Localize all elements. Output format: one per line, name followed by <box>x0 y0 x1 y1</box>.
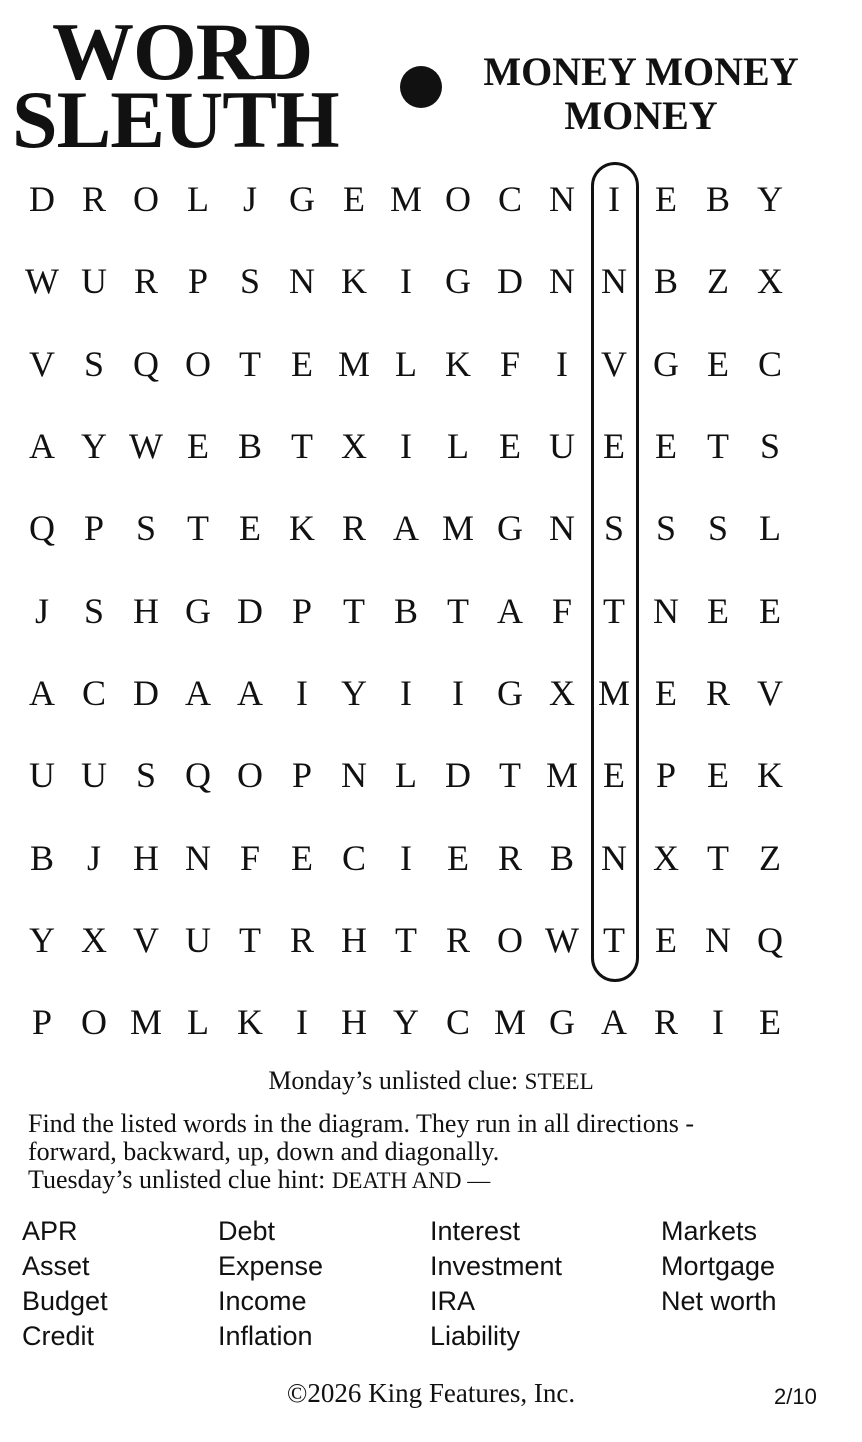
puzzle-date: 2/10 <box>774 1384 817 1409</box>
grid-letter[interactable]: H <box>133 837 159 878</box>
title-sleuth: SLEUTH <box>12 74 339 165</box>
grid-letter[interactable]: P <box>291 590 313 631</box>
grid-letter[interactable]: M <box>493 1002 526 1043</box>
grid-letter[interactable]: M <box>441 508 474 549</box>
grid-letter[interactable]: O <box>81 1002 107 1043</box>
grid-letter[interactable]: E <box>187 426 209 467</box>
grid-letter[interactable]: W <box>545 919 579 960</box>
grid-letter[interactable]: L <box>447 426 469 467</box>
list-word: Credit <box>22 1321 95 1351</box>
grid-letter[interactable]: F <box>239 837 261 878</box>
grid-letter[interactable]: B <box>237 426 262 467</box>
grid-letter[interactable]: N <box>601 261 627 302</box>
grid-letter[interactable]: A <box>497 590 523 631</box>
answer-oval <box>591 162 639 982</box>
grid-letter[interactable]: T <box>395 919 417 960</box>
grid-letter[interactable]: I <box>556 343 568 384</box>
grid-letter[interactable]: G <box>549 1002 575 1043</box>
word-column-4 <box>661 1214 777 1319</box>
grid-letter[interactable]: A <box>393 508 419 549</box>
list-word: Expense <box>218 1251 324 1281</box>
grid-letter[interactable]: E <box>655 672 677 713</box>
grid-letter[interactable]: P <box>187 261 209 302</box>
list-word: Inflation <box>218 1321 313 1351</box>
grid-letter[interactable]: O <box>237 755 263 796</box>
grid-letter[interactable]: T <box>239 343 261 384</box>
grid-letter[interactable]: G <box>653 343 679 384</box>
grid-letter[interactable]: M <box>129 1002 162 1043</box>
instructions-line-1: Find the listed words in the diagram. They run in all directions - <box>28 1109 695 1138</box>
grid-letter[interactable]: P <box>291 755 313 796</box>
grid-letter[interactable]: P <box>655 755 677 796</box>
grid-letter[interactable]: G <box>445 261 471 302</box>
grid-letter[interactable]: D <box>133 672 159 713</box>
grid-letter[interactable]: I <box>400 837 412 878</box>
grid-letter[interactable]: Y <box>81 426 107 467</box>
grid-letter[interactable]: E <box>655 179 677 220</box>
grid-letter[interactable]: E <box>707 590 729 631</box>
grid-letter[interactable]: K <box>237 1002 263 1043</box>
grid-letter[interactable]: I <box>608 179 620 220</box>
grid-letter[interactable]: L <box>187 1002 209 1043</box>
grid-letter[interactable]: R <box>289 919 314 960</box>
grid-letter[interactable]: T <box>447 590 469 631</box>
grid-letter[interactable]: V <box>757 672 783 713</box>
list-word: Interest <box>430 1216 521 1246</box>
grid-letter[interactable]: J <box>34 590 49 631</box>
grid-letter[interactable]: E <box>447 837 469 878</box>
grid-letter[interactable]: Y <box>29 919 55 960</box>
grid-letter[interactable]: N <box>289 261 315 302</box>
grid-letter[interactable]: U <box>81 755 107 796</box>
grid-letter[interactable]: E <box>655 426 677 467</box>
grid-letter[interactable]: E <box>603 426 625 467</box>
grid-letter[interactable]: V <box>601 343 627 384</box>
grid-letter[interactable]: R <box>497 837 522 878</box>
tuesday-clue-value: DEATH AND — <box>331 1168 491 1193</box>
grid-letter[interactable]: C <box>341 837 366 878</box>
grid-letter[interactable]: T <box>343 590 365 631</box>
grid-letter[interactable]: Y <box>341 672 367 713</box>
word-column-3 <box>430 1214 562 1354</box>
grid-letter[interactable]: X <box>549 672 575 713</box>
grid-letter[interactable]: O <box>133 179 159 220</box>
grid-letter[interactable]: I <box>296 672 308 713</box>
list-word: Debt <box>218 1216 276 1246</box>
grid-letter[interactable]: S <box>83 343 105 384</box>
grid-letter[interactable]: N <box>705 919 731 960</box>
grid-letter[interactable]: N <box>341 755 367 796</box>
grid-letter[interactable]: K <box>445 343 471 384</box>
grid-letter[interactable]: B <box>705 179 730 220</box>
grid-letter[interactable]: E <box>707 755 729 796</box>
grid-letter[interactable]: S <box>83 590 105 631</box>
grid-letter[interactable]: V <box>133 919 159 960</box>
word-column-2 <box>218 1214 323 1354</box>
grid-letter[interactable]: G <box>185 590 211 631</box>
grid-letter[interactable]: J <box>86 837 101 878</box>
grid-letter[interactable]: P <box>31 1002 53 1043</box>
grid-letter[interactable]: I <box>452 672 464 713</box>
grid-letter[interactable]: L <box>395 343 417 384</box>
grid-letter[interactable]: Z <box>759 837 781 878</box>
grid-letter[interactable]: M <box>597 672 630 713</box>
grid-letter[interactable]: E <box>291 837 313 878</box>
instructions-line-2: forward, backward, up, down and diagonally. <box>28 1137 500 1166</box>
grid-letter[interactable]: I <box>712 1002 724 1043</box>
grid-letter[interactable]: D <box>445 755 471 796</box>
monday-clue-label: Monday’s unlisted clue: <box>268 1066 519 1095</box>
monday-clue-value: STEEL <box>524 1069 594 1094</box>
grid-letter[interactable]: T <box>291 426 313 467</box>
grid-letter[interactable]: L <box>187 179 209 220</box>
grid-letter[interactable]: N <box>601 837 627 878</box>
grid-letter[interactable]: Q <box>185 755 211 796</box>
grid-letter[interactable]: N <box>653 590 679 631</box>
grid-letter[interactable]: E <box>759 1002 781 1043</box>
grid-letter[interactable]: P <box>83 508 105 549</box>
instructions <box>28 1110 828 1195</box>
grid-letter[interactable]: K <box>757 755 783 796</box>
grid-letter[interactable]: X <box>81 919 107 960</box>
puzzle-theme <box>455 50 827 138</box>
grid-letter[interactable]: I <box>296 1002 308 1043</box>
grid-letter[interactable]: B <box>29 837 54 878</box>
grid-letter[interactable]: E <box>343 179 365 220</box>
grid-letter[interactable]: X <box>341 426 367 467</box>
monday-clue <box>0 1066 862 1096</box>
grid-letter[interactable]: T <box>603 590 625 631</box>
grid-letter[interactable]: W <box>25 261 59 302</box>
grid-letter[interactable]: R <box>341 508 366 549</box>
grid-letter[interactable]: A <box>185 672 211 713</box>
grid-letter[interactable]: I <box>400 261 412 302</box>
grid-letter[interactable]: E <box>603 755 625 796</box>
grid-letter[interactable]: U <box>185 919 211 960</box>
grid-letter[interactable]: R <box>133 261 158 302</box>
grid-letter[interactable]: A <box>29 672 55 713</box>
grid-letter[interactable]: R <box>81 179 106 220</box>
grid-letter[interactable]: D <box>29 179 55 220</box>
grid-letter[interactable]: E <box>291 343 313 384</box>
grid-letter[interactable]: F <box>551 590 573 631</box>
grid-letter[interactable]: L <box>395 755 417 796</box>
grid-letter[interactable]: A <box>29 426 55 467</box>
grid-letter[interactable]: Q <box>757 919 783 960</box>
grid-letter[interactable]: K <box>289 508 315 549</box>
grid-letter[interactable]: U <box>549 426 575 467</box>
grid-letter[interactable]: E <box>707 343 729 384</box>
grid-letter[interactable]: S <box>239 261 261 302</box>
grid-letter[interactable]: X <box>757 261 783 302</box>
grid-letter[interactable]: G <box>497 672 523 713</box>
grid-letter[interactable]: R <box>653 1002 678 1043</box>
grid-letter[interactable]: N <box>549 508 575 549</box>
grid-letter[interactable]: Y <box>393 1002 419 1043</box>
grid-letter[interactable]: R <box>445 919 470 960</box>
grid-letter[interactable]: C <box>757 343 782 384</box>
list-word: IRA <box>430 1286 476 1316</box>
grid-letter[interactable]: E <box>239 508 261 549</box>
grid-letter[interactable]: T <box>239 919 261 960</box>
grid-letter[interactable]: B <box>653 261 678 302</box>
grid-letter[interactable]: S <box>135 508 157 549</box>
grid-letter[interactable]: I <box>400 426 412 467</box>
grid-letter[interactable]: C <box>81 672 106 713</box>
grid-letter[interactable]: S <box>135 755 157 796</box>
grid-letter[interactable]: M <box>545 755 578 796</box>
theme-line-1: MONEY MONEY <box>483 49 799 94</box>
list-word: Markets <box>661 1216 758 1246</box>
grid-letter[interactable]: F <box>499 343 521 384</box>
grid-letter[interactable]: N <box>185 837 211 878</box>
grid-letter[interactable]: H <box>133 590 159 631</box>
grid-letter[interactable]: S <box>603 508 625 549</box>
grid-letter[interactable]: A <box>237 672 263 713</box>
grid-letter[interactable]: Q <box>29 508 55 549</box>
grid-letter[interactable]: S <box>655 508 677 549</box>
grid-letter[interactable]: T <box>187 508 209 549</box>
grid-letter[interactable]: T <box>603 919 625 960</box>
grid-letter[interactable]: W <box>129 426 163 467</box>
grid-letter[interactable]: O <box>445 179 471 220</box>
grid-letter[interactable]: H <box>341 919 367 960</box>
grid-letter[interactable]: Q <box>133 343 159 384</box>
grid-letter[interactable]: M <box>337 343 370 384</box>
list-word: APR <box>22 1216 78 1246</box>
grid-letter[interactable]: E <box>759 590 781 631</box>
tuesday-clue <box>28 1166 828 1195</box>
grid-letter[interactable]: G <box>497 508 523 549</box>
grid-letter[interactable]: O <box>497 919 523 960</box>
grid-letter[interactable]: R <box>705 672 730 713</box>
copyright: ©2026 King Features, Inc. <box>286 1378 576 1408</box>
grid-letter[interactable]: J <box>242 179 257 220</box>
grid-letter[interactable]: U <box>81 261 107 302</box>
grid-letter[interactable]: B <box>393 590 418 631</box>
grid-letter[interactable]: E <box>499 426 521 467</box>
grid-letter[interactable]: S <box>759 426 781 467</box>
grid-letter[interactable]: N <box>549 179 575 220</box>
title-word: WORD <box>52 6 313 97</box>
grid-letter[interactable]: G <box>289 179 315 220</box>
title-bullet-icon <box>400 66 442 108</box>
grid-letter[interactable]: Z <box>707 261 729 302</box>
letter-grid <box>16 158 826 1063</box>
grid-letter[interactable]: U <box>29 755 55 796</box>
list-word: Net worth <box>661 1286 777 1316</box>
grid-letter[interactable]: B <box>549 837 574 878</box>
grid-letter[interactable]: N <box>549 261 575 302</box>
grid-letter[interactable]: S <box>707 508 729 549</box>
puzzle-title <box>12 6 339 165</box>
list-word: Income <box>218 1286 307 1316</box>
list-word: Investment <box>430 1251 563 1281</box>
list-word: Liability <box>430 1321 521 1351</box>
grid-letter[interactable]: T <box>707 426 729 467</box>
grid-letter[interactable]: L <box>759 508 781 549</box>
grid-letter[interactable]: C <box>497 179 522 220</box>
list-word: Budget <box>22 1286 108 1316</box>
theme-line-2: MONEY <box>564 93 718 138</box>
grid-letter[interactable]: H <box>341 1002 367 1043</box>
grid-letter[interactable]: D <box>237 590 263 631</box>
grid-letter[interactable]: I <box>400 672 412 713</box>
grid-letter[interactable]: D <box>497 261 523 302</box>
grid-letter[interactable]: M <box>389 179 422 220</box>
word-column-1 <box>22 1214 108 1354</box>
list-word: Mortgage <box>661 1251 776 1281</box>
list-word: Asset <box>22 1251 90 1281</box>
grid-letter[interactable]: A <box>601 1002 627 1043</box>
grid-letter[interactable]: T <box>499 755 521 796</box>
grid-letter[interactable]: O <box>185 343 211 384</box>
grid-letter[interactable]: E <box>655 919 677 960</box>
grid-letter[interactable]: X <box>653 837 679 878</box>
tuesday-clue-label: Tuesday’s unlisted clue hint: <box>28 1165 326 1194</box>
grid-letter[interactable]: T <box>707 837 729 878</box>
grid-letter[interactable]: C <box>445 1002 470 1043</box>
grid-letter[interactable]: Y <box>757 179 783 220</box>
grid-letter[interactable]: V <box>29 343 55 384</box>
word-list <box>22 1214 842 1354</box>
grid-letter[interactable]: K <box>341 261 367 302</box>
